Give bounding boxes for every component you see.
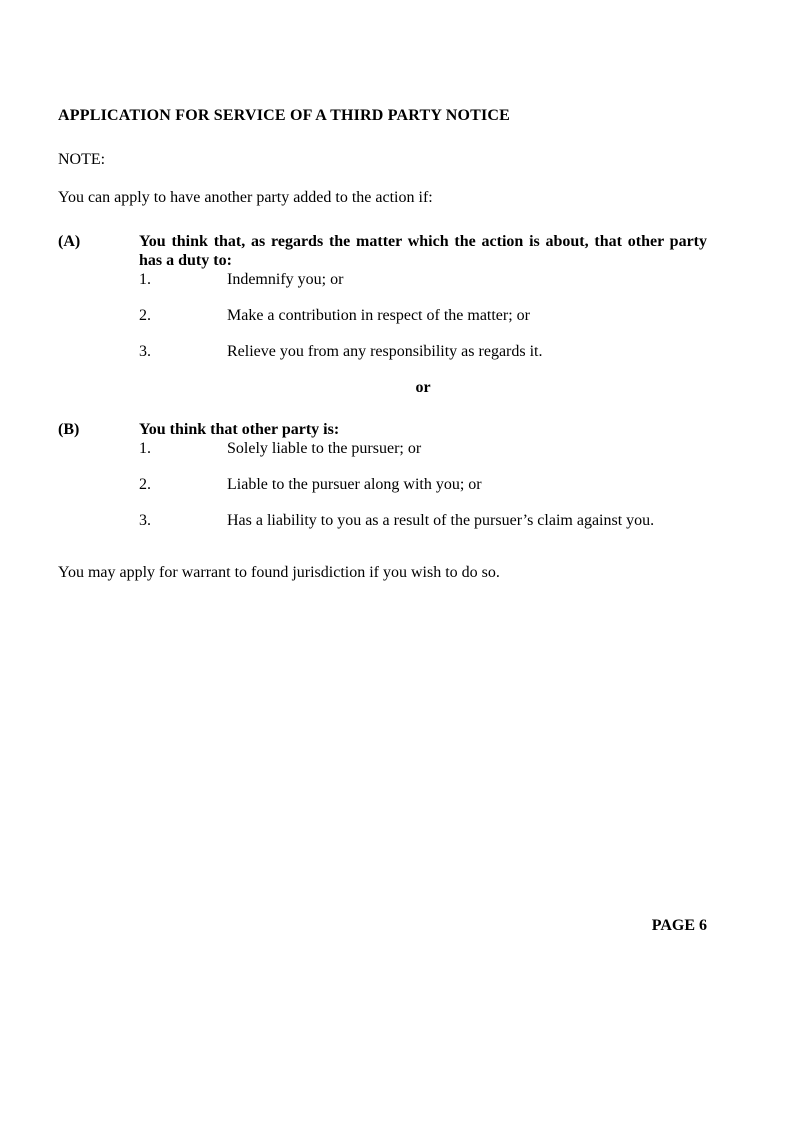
note-label: NOTE: (58, 151, 106, 168)
section-a-heading: You think that, as regards the matter which the action is about, that other party has a duty to: (139, 233, 707, 269)
item-number: 3. (139, 512, 151, 529)
item-text: Make a contribution in respect of the matter; or (227, 307, 531, 324)
item-text: Relieve you from any responsibility as regards it. (227, 343, 543, 360)
section-a-body (139, 232, 707, 361)
item-number: 1. (139, 271, 151, 288)
list-item (139, 439, 707, 458)
item-number: 2. (139, 476, 151, 493)
item-number: 3. (139, 343, 151, 360)
section-b-body (139, 420, 707, 530)
list-item (139, 270, 707, 289)
or-separator: or (415, 379, 431, 396)
page-number: PAGE 6 (651, 917, 707, 934)
section-a-label: (A) (58, 233, 81, 250)
list-item (139, 342, 707, 361)
item-text: Has a liability to you as a result of the pursuer’s claim against you. (227, 512, 655, 529)
intro-text: You can apply to have another party added to the action if: (58, 189, 433, 206)
section-a-items (139, 270, 707, 361)
closing-text: You may apply for warrant to found jurisdiction if you wish to do so. (58, 564, 500, 581)
section-b-heading: You think that other party is: (139, 421, 340, 438)
item-number: 2. (139, 307, 151, 324)
item-number: 1. (139, 440, 151, 457)
section-b (58, 420, 707, 530)
item-text: Liable to the pursuer along with you; or (227, 476, 482, 493)
list-item (139, 511, 707, 530)
section-b-items (139, 439, 707, 530)
section-b-label: (B) (58, 421, 80, 438)
page-title: APPLICATION FOR SERVICE OF A THIRD PARTY NOTICE (58, 107, 511, 124)
item-text: Indemnify you; or (227, 271, 344, 288)
list-item (139, 306, 707, 325)
list-item (139, 475, 707, 494)
item-text: Solely liable to the pursuer; or (227, 440, 422, 457)
section-a (58, 232, 707, 361)
